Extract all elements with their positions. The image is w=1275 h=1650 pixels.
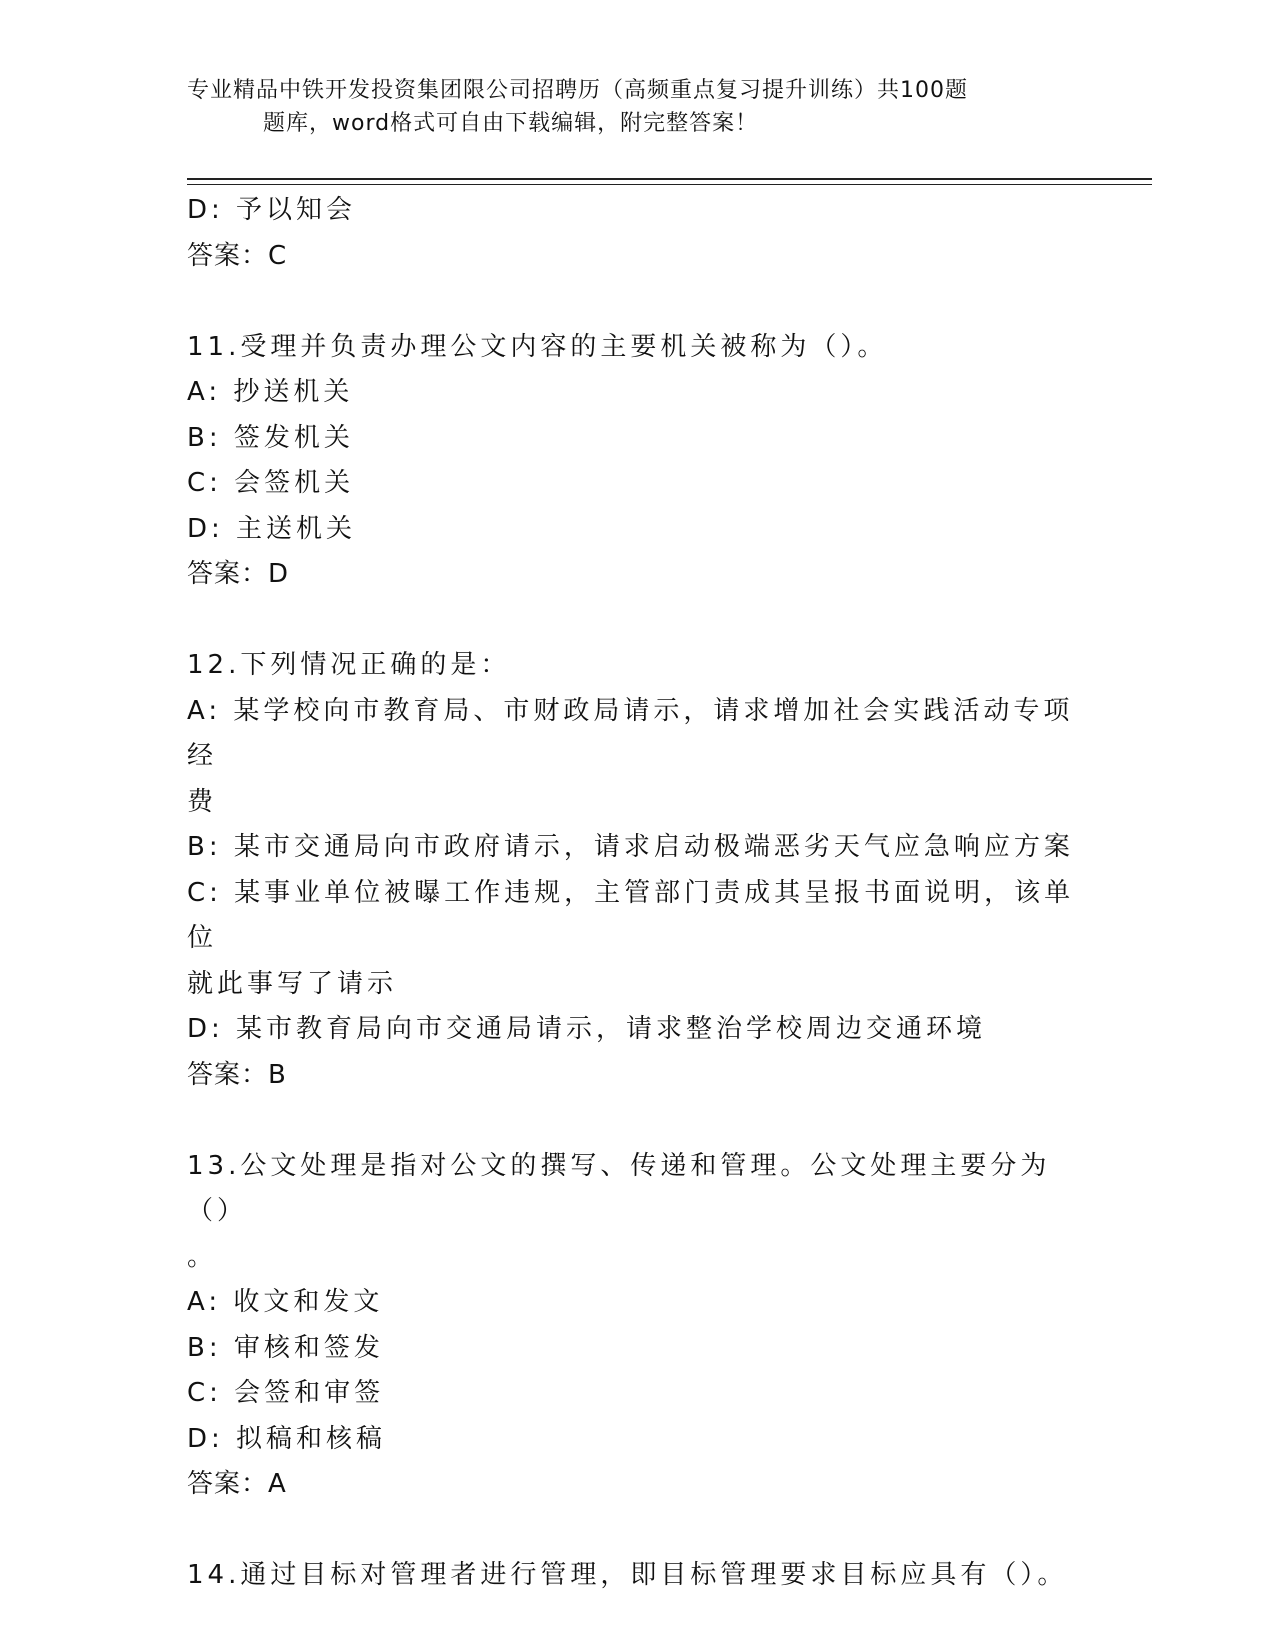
header-title-line2: 题库，word格式可自由下载编辑，附完整答案！ <box>263 111 759 136</box>
q12-option-c-line2: 就此事写了请示 <box>187 968 398 999</box>
q11-option-d: D: 主送机关 <box>187 513 357 544</box>
q12-question: 12.下列情况正确的是： <box>187 650 511 680</box>
document-body <box>187 188 1087 1599</box>
spacer <box>187 1508 1087 1554</box>
q11-answer: 答案：D <box>187 559 290 589</box>
q13-option-c: C: 会签和审签 <box>187 1378 385 1408</box>
q11-option-c: C: 会签机关 <box>187 468 355 498</box>
q13-option-a: A: 收文和发文 <box>187 1287 384 1317</box>
q12-option-b: B: 某市交通局向市政府请示，请求启动极端恶劣天气应急响应方案 <box>187 832 1074 862</box>
q13-question-line2: 。 <box>187 1241 218 1272</box>
header-rule-thin <box>187 184 1152 185</box>
q13-option-d: D: 拟稿和核稿 <box>187 1423 387 1454</box>
header-title-line1: 专业精品中铁开发投资集团限公司招聘历（高频重点复习提升训练）共100题 <box>187 78 968 103</box>
q13-answer: 答案：A <box>187 1469 287 1499</box>
header-rule-thick <box>187 178 1152 180</box>
q13-question-line1: 13.公文处理是指对公文的撰写、传递和管理。公文处理主要分为（） <box>187 1150 1051 1226</box>
spacer <box>187 1098 1087 1144</box>
q12-option-a-line2: 费 <box>187 786 218 817</box>
q13-option-b: B: 审核和签发 <box>187 1332 384 1363</box>
q10-answer: 答案：C <box>187 240 288 271</box>
spacer <box>187 279 1087 325</box>
q12-option-c-line1: C: 某事业单位被曝工作违规，主管部门责成其呈报书面说明，该单位 <box>187 877 1075 953</box>
q12-option-d: D: 某市教育局向市交通局请示，请求整治学校周边交通环境 <box>187 1014 987 1044</box>
q11-option-a: A: 抄送机关 <box>187 377 354 407</box>
spacer <box>187 598 1087 644</box>
q14-question: 14.通过目标对管理者进行管理，即目标管理要求目标应具有（）。 <box>187 1560 1068 1590</box>
q11-option-b: B: 签发机关 <box>187 422 354 453</box>
q11-question: 11.受理并负责办理公文内容的主要机关被称为（）。 <box>187 331 888 362</box>
q10-option-d: D: 予以知会 <box>187 195 357 225</box>
q12-answer: 答案：B <box>187 1059 287 1090</box>
page-header <box>187 74 1067 140</box>
q12-option-a-line1: A: 某学校向市教育局、市财政局请示，请求增加社会实践活动专项经 <box>187 695 1074 771</box>
